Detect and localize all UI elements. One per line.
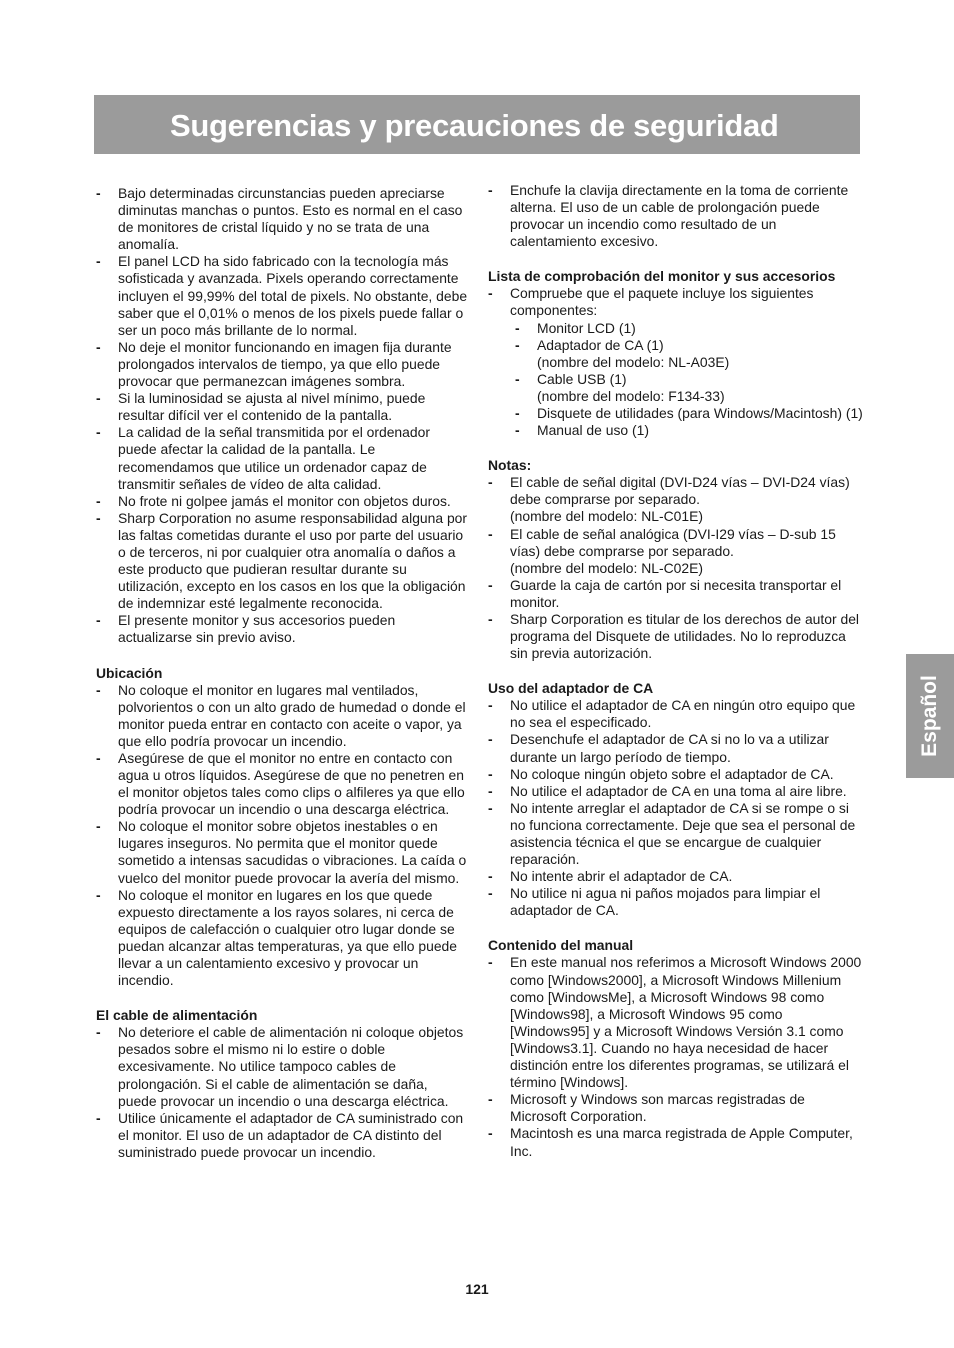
sub-list-item: - Adaptador de CA (1) (nombre del modelo: NL-A03E) xyxy=(515,337,863,371)
list-item: - Asegúrese de que el monitor no entre en contacto con agua u otros líquidos. Asegúrese de que no penetren en el monitor objetos tales como clips o alfileres ya que ello podría provocar un incendio o una descarga eléctrica. xyxy=(96,750,468,818)
list-item: - No utilice ni agua ni paños mojados para limpiar el adaptador de CA. xyxy=(488,885,863,919)
list-item: - El cable de señal analógica (DVI-I29 vías – D-sub 15 vías) debe comprarse por separado. (nombre del modelo: NL-C02E) xyxy=(488,526,863,577)
list-item: - No coloque el monitor sobre objetos inestables o en lugares inseguros. No permita que el monitor quede sometido a intensas sacudidas o vibraciones. La caída o vuelco del monitor puede provocar la avería del mismo. xyxy=(96,818,468,886)
section-heading-ubicacion: Ubicación xyxy=(96,664,163,681)
contenido-list xyxy=(488,954,863,1159)
list-item: - No deje el monitor funcionando en imagen fija durante prolongados intervalos de tiempo, ya que ello puede provocar que permanezcan imágenes sombra. xyxy=(96,339,468,390)
list-item: - No intente abrir el adaptador de CA. xyxy=(488,868,863,885)
list-item: - Guarde la caja de cartón por si necesita transportar el monitor. xyxy=(488,577,863,611)
page-title: Sugerencias y precauciones de seguridad xyxy=(170,108,779,143)
page-number: 121 xyxy=(465,1281,489,1297)
list-item: - Desenchufe el adaptador de CA si no lo va a utilizar durante un largo período de tiempo. xyxy=(488,731,863,765)
list-item: - Sharp Corporation no asume responsabilidad alguna por las faltas cometidas durante el uso por parte del usuario o de terceros, ni por cualquier otra anomalía o daños a este producto que pudieran resultar durante su utilización, excepto en los casos en los que la obligación de indemnizar esté legalmente reconocida. xyxy=(96,510,468,613)
sub-list-item: - Manual de uso (1) xyxy=(515,422,863,439)
section-heading-lista: Lista de comprobación del monitor y sus accesorios xyxy=(488,268,836,285)
list-item: - Enchufe la clavija directamente en la toma de corriente alterna. El uso de un cable de prolongación puede provocar un incendio como resultado de un calentamiento excesivo. xyxy=(488,182,863,250)
ubicacion-list xyxy=(96,682,468,990)
cable-list xyxy=(96,1024,468,1161)
language-tab-label: Español xyxy=(918,675,941,757)
list-item: - No coloque el monitor en lugares en los que quede expuesto directamente a los rayos solares, ni cerca de equipos de calefacción o cualquier otro lugar donde se puedan alcanzar altas temperaturas, ya que ello puede llevar a un calentamiento excesivo y provocar un incendio. xyxy=(96,887,468,990)
list-item: - El cable de señal digital (DVI-D24 vías – DVI-D24 vías) debe comprarse por separado. (nombre del modelo: NL-C01E) xyxy=(488,474,863,525)
sub-list-item: - Cable USB (1) (nombre del modelo: F134-33) xyxy=(515,371,863,405)
adaptador-list xyxy=(488,697,863,919)
list-item: - Si la luminosidad se ajusta al nivel mínimo, puede resultar difícil ver el contenido de la pantalla. xyxy=(96,390,468,424)
section-heading-notas: Notas: xyxy=(488,457,532,474)
right-column xyxy=(488,182,863,1160)
section-heading-cable: El cable de alimentación xyxy=(96,1007,258,1024)
list-item: - Macintosh es una marca registrada de Apple Computer, Inc. xyxy=(488,1125,863,1159)
list-item: - No intente arreglar el adaptador de CA si se rompe o si no funciona correctamente. Deje que sea el personal de asistencia técnica el que se encargue de cualquier reparación. xyxy=(488,800,863,868)
list-item: - En este manual nos referimos a Microsoft Windows 2000 como [Windows2000], a Microsoft Windows Millenium como [WindowsMe], a Microsoft Windows 98 como [Windows98], a Microsoft Windows 95 como [Windows95] y a Microsoft Windows Versión 3.1 como [Windows3.1]. Cuando no haya necesidad de hacer distinción entre los diferentes programas, se utilizará el término [Windows]. xyxy=(488,954,863,1091)
list-item xyxy=(488,285,863,319)
list-item: - Microsoft y Windows son marcas registradas de Microsoft Corporation. xyxy=(488,1091,863,1125)
components-sublist xyxy=(488,320,863,440)
list-item: - El panel LCD ha sido fabricado con la tecnología más sofisticada y avanzada. Pixels operando correctamente incluyen el 99,99% del total de pixels. No obstante, debe saber que el 0,01% o menos de los pixels puede fallar o ser un poco más brillante de lo normal. xyxy=(96,253,468,338)
list-item-text: Compruebe que el paquete incluye los siguientes componentes: xyxy=(510,285,814,319)
sub-list-item: - Disquete de utilidades (para Windows/Macintosh) (1) xyxy=(515,405,863,422)
notas-list xyxy=(488,474,863,662)
section-heading-contenido: Contenido del manual xyxy=(488,937,634,954)
language-tab xyxy=(906,654,954,778)
sub-list-item: - Monitor LCD (1) xyxy=(515,320,863,337)
list-item: - No coloque ningún objeto sobre el adaptador de CA. xyxy=(488,766,863,783)
list-item: - No utilice el adaptador de CA en ningún otro equipo que no sea el especificado. xyxy=(488,697,863,731)
list-item: - No coloque el monitor en lugares mal ventilados, polvorientos o con un alto grado de humedad o donde el monitor pueda entrar en contacto con aceite o vapor, ya que ello podría provocar un incendio. xyxy=(96,682,468,750)
left-column xyxy=(96,185,468,1161)
list-item: - Sharp Corporation es titular de los derechos de autor del programa del Disquete de utilidades. No lo reproduzca sin previa autorización. xyxy=(488,611,863,662)
section-heading-adaptador: Uso del adaptador de CA xyxy=(488,680,654,697)
list-item: - La calidad de la señal transmitida por el ordenador puede afectar la calidad de la pantalla. Le recomendamos que utilice un ordenador capaz de transmitir señales de vídeo de alta calidad. xyxy=(96,424,468,492)
intro-list-left xyxy=(96,185,468,647)
list-item: - No deteriore el cable de alimentación ni coloque objetos pesados sobre el mismo ni lo estire o doble excesivamente. No utilice tampoco cables de prolongación. Si el cable de alimentación se daña, puede provocar un incendio o una descarga eléctrica. xyxy=(96,1024,468,1109)
list-item: - Bajo determinadas circunstancias pueden apreciarse diminutas manchas o puntos. Esto es normal en el caso de monitores de cristal líquido y no se trata de una anomalía. xyxy=(96,185,468,253)
list-item: - No utilice el adaptador de CA en una toma al aire libre. xyxy=(488,783,863,800)
list-item: - No frote ni golpee jamás el monitor con objetos duros. xyxy=(96,493,468,510)
list-item: - El presente monitor y sus accesorios pueden actualizarse sin previo aviso. xyxy=(96,612,468,646)
list-item: - Utilice únicamente el adaptador de CA suministrado con el monitor. El uso de un adaptador de CA distinto del suministrado puede provocar un incendio. xyxy=(96,1110,468,1161)
title-banner xyxy=(94,95,860,154)
lista-list xyxy=(488,285,863,319)
intro-list-right xyxy=(488,182,863,250)
